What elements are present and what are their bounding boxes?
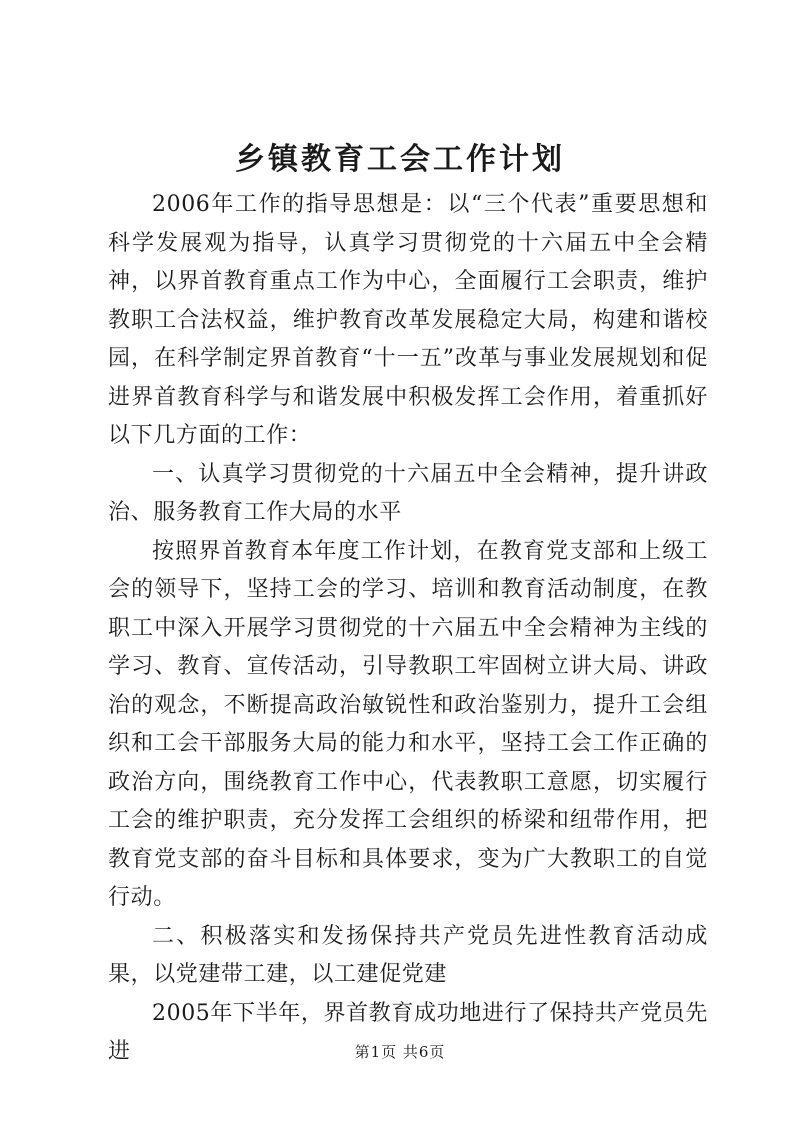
page-footer: 第1页 共6页 [354, 1043, 446, 1061]
section-heading-2: 二、积极落实和发扬保持共产党员先进性教育活动成果，以党建带工建，以工建促党建 [108, 923, 708, 987]
paragraph-section-1-body: 按照界首教育本年度工作计划，在教育党支部和上级工会的领导下，坚持工会的学习、培训和教育活动制度，在教职工中深入开展学习贯彻党的十六届五中全会精神为主线的学习、教育、宣传活动，引导教职工牢固树立讲大局、讲政治的观念，不断提高政治敏锐性和政治鉴别力，提升工会组织和工会干部服务大局的能力和水平，坚持工会工作正确的政治方向，围绕教育工作中心，代表教职工意愿，切实履行工会的维护职责，充分发挥工会组织的桥梁和纽带作用，把教育党支部的奋斗目标和具体要求，变为广大教职工的自觉行动。 [108, 538, 708, 910]
document-title: 乡镇教育工会工作计划 [235, 142, 565, 177]
paragraph-guiding-thought: 2006年工作的指导思想是：以“三个代表”重要思想和科学发展观为指导，认真学习贯彻党的十六届五中全会精神，以界首教育重点工作为中心，全面履行工会职责，维护教职工合法权益，维护教育改革发展稳定大局，构建和谐校园，在科学制定界首教育“十一五”改革与事业发展规划和促进界首教育科学与和谐发展中积极发挥工会作用，着重抓好以下几方面的工作： [108, 192, 708, 448]
paragraph-section-2-body: 2005年下半年，界首教育成功地进行了保持共产党员先进 [108, 1000, 708, 1064]
section-heading-1: 一、认真学习贯彻党的十六届五中全会精神，提升讲政治、服务教育工作大局的水平 [108, 461, 708, 525]
document-body [108, 186, 708, 1072]
